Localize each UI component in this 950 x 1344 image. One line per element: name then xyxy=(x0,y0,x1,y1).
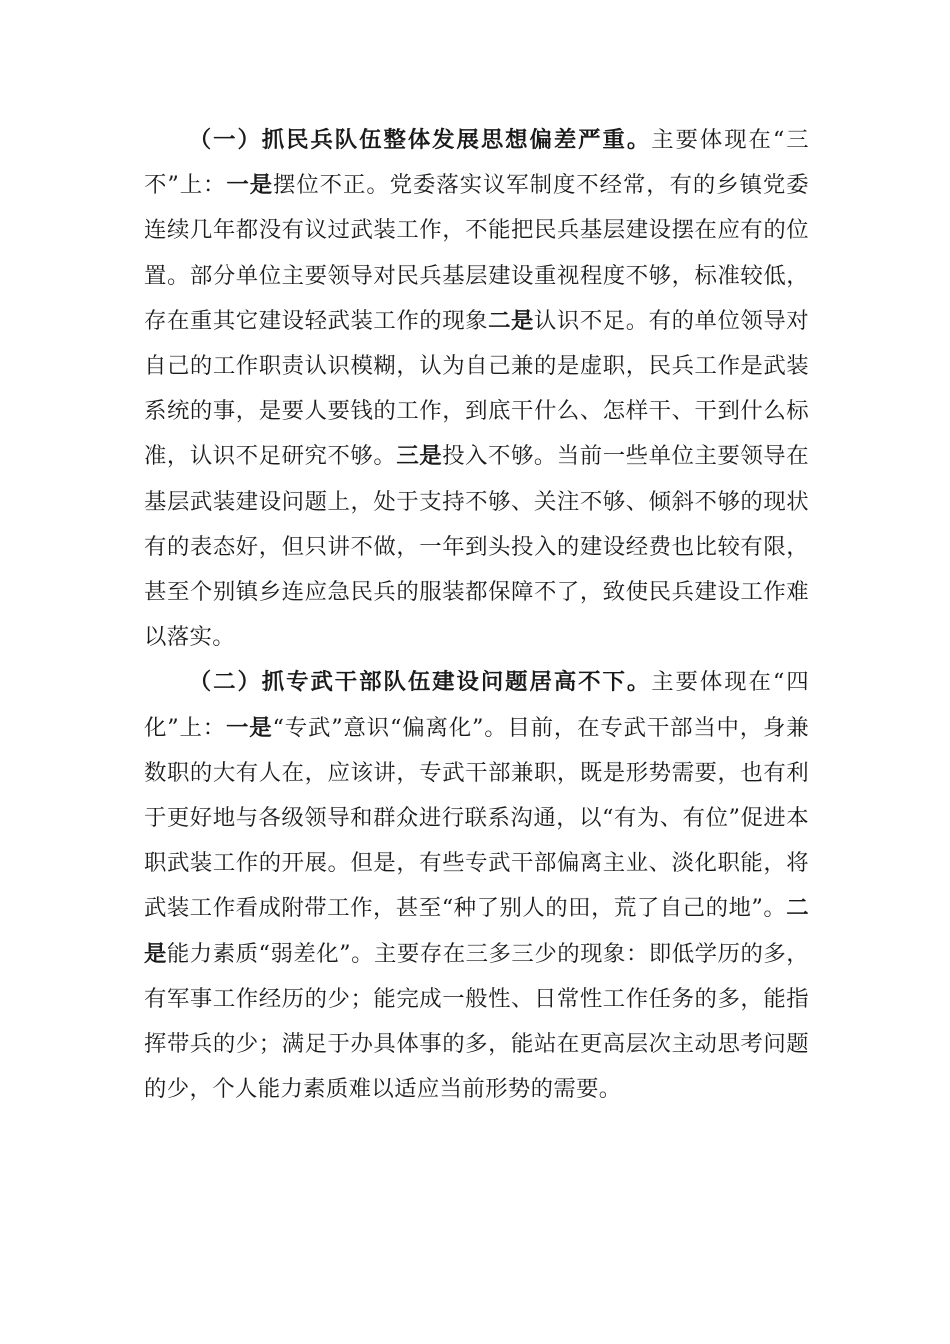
section-2-paragraph xyxy=(144,660,809,1112)
section-1-text: 摆位不正。党委落实议军制度不经常，有的乡镇党委连续几年都没有议过武装工作，不能把民兵基层建设摆在应有的位置。部分单位主要领导对民兵基层建设重视程度不够，标准较低，存在重其它建设轻武装工作的现象 xyxy=(144,172,809,334)
section-2-marker-2: 二是 xyxy=(144,895,809,967)
section-2-marker-1: 一是 xyxy=(225,714,273,741)
section-1-marker-1: 一是 xyxy=(226,172,274,199)
section-1-text: 认识不足。有的单位领导对自己的工作职责认识模糊，认为自己兼的是虚职，民兵工作是武装系统的事，是要人要钱的工作，到底干什么、怎样干、干到什么标准，认识不足研究不够。 xyxy=(144,307,810,470)
section-1-marker-2: 二是 xyxy=(488,307,534,334)
section-1-heading: （一）抓民兵队伍整体发展思想偏差严重。 xyxy=(188,127,652,153)
section-1-marker-3: 三是 xyxy=(396,443,443,470)
section-1-text: 主要体现在“三不”上： xyxy=(144,127,809,199)
document-body xyxy=(144,118,809,1112)
section-1-text: 投入不够。当前一些单位主要领导在基层武装建设问题上，处于支持不够、关注不够、倾斜不够的现状有的表态好，但只讲不做，一年到头投入的建设经费也比较有限，甚至个别镇乡连应急民兵的服装都保障不了，致使民兵建设工作难以落实。 xyxy=(144,443,809,651)
section-2-text: “专武”意识“偏离化”。目前，在专武干部当中，身兼数职的大有人在，应该讲，专武干部兼职，既是形势需要，也有利于更好地与各级领导和群众进行联系沟通，以“有为、有位”促进本职武装工作的开展。但是，有些专武干部偏离主业、淡化职能，将武装工作看成附带工作，甚至“种了别人的田，荒了自己的地”。 xyxy=(144,714,809,922)
section-2-text: 能力素质“弱差化”。主要存在三多三少的现象：即低学历的多，有军事工作经历的少；能完成一般性、日常性工作任务的多，能指挥带兵的少；满足于办具体事的多，能站在更高层次主动思考问题的少，个人能力素质难以适应当前形势的需要。 xyxy=(144,940,809,1103)
section-2-text: 主要体现在“四化”上： xyxy=(144,669,809,741)
section-2-heading: （二）抓专武干部队伍建设问题居高不下。 xyxy=(188,669,652,696)
section-1-paragraph xyxy=(144,118,809,660)
